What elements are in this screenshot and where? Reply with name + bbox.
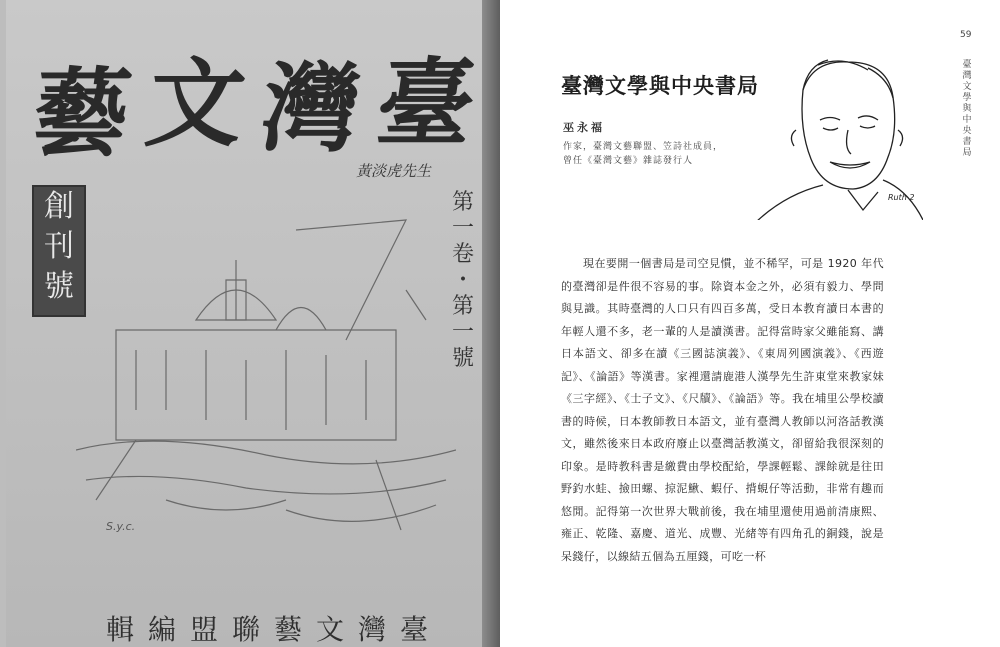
running-header: 臺灣文學與中央書局 — [962, 60, 972, 158]
body-paragraph: 現在要開一個書局是司空見慣，並不稀罕，可是 1920 年代的臺灣卻是件很不容易的事。除資本金之外，必須有毅力、學問與見識。其時臺灣的人口只有四百多萬，受日本教育讀日本書的年輕人還不多，老一輩的人是讀漢書。記得當時家父雖能寫、講日本語文、卻多在讀《三國誌演義》、《東周列國演義》、《西遊記》、《論語》等漢書。家裡還請鹿港人漢學先生許東堂來教家妹《三字經》、《士子文》、《尺牘》、《論語》等。我在埔里公學校讀書的時候，日本教師教日本語文，並有臺灣人教師以河洛話教漢文，雖然後來日本政府廢止以臺灣話教漢文，卻留給我很深刻的印象。是時教科書是繳費由學校配給，學課輕鬆、課餘就是往田野釣水蛙、撿田螺、掠泥鰍、蝦仔、揹蜆仔等活動，非常有趣而悠閒。記得第一次世界大戰前後，我在埔里還使用過前清康熙、雍正、乾隆、嘉慶、道光、成豐、光緒等有四角孔的銅錢，說是呆錢仔，以線結五個為五厘錢，可吃一杯 — [561, 257, 884, 563]
author-bio — [563, 140, 723, 168]
masthead-char-4: 臺 — [370, 47, 482, 160]
badge-char-3: 號 — [44, 269, 74, 304]
author-portrait-sketch — [748, 50, 923, 220]
svg-text:Ruth 2: Ruth 2 — [888, 193, 915, 202]
masthead-char-2: 文 — [140, 47, 252, 160]
cover-inscription: 黃淡虎先生 — [356, 162, 432, 180]
volume-char: 卷 — [451, 242, 474, 267]
cover-publisher: 輯編盟聯藝文灣臺 — [106, 613, 443, 646]
venice-sketch-illustration — [76, 210, 456, 550]
masthead-char-3: 灣 — [255, 52, 367, 165]
article-title: 臺灣文學與中央書局 — [561, 74, 759, 98]
page-number: 59 — [960, 30, 972, 40]
author-name: 巫永福 — [563, 121, 605, 134]
sketch-signature: S.y.c. — [106, 520, 136, 533]
article-body — [561, 253, 884, 568]
book-spine-shadow — [482, 0, 500, 647]
volume-char: 號 — [451, 346, 474, 371]
volume-char: 第 — [451, 294, 474, 319]
masthead-char-1: 藝 — [25, 57, 137, 170]
volume-char: 第 — [451, 190, 474, 215]
volume-char: ・ — [451, 268, 474, 293]
cover-paper — [6, 0, 496, 647]
badge-char-2: 刊 — [44, 229, 74, 264]
volume-char: 一 — [451, 320, 474, 345]
volume-char: 一 — [451, 216, 474, 241]
badge-char-1: 創 — [44, 189, 74, 224]
author-bio-line: 作家，臺灣文藝聯盟、笠詩社成員， — [563, 142, 724, 152]
author-bio-line: 曾任《臺灣文藝》雜誌發行人 — [563, 156, 694, 166]
